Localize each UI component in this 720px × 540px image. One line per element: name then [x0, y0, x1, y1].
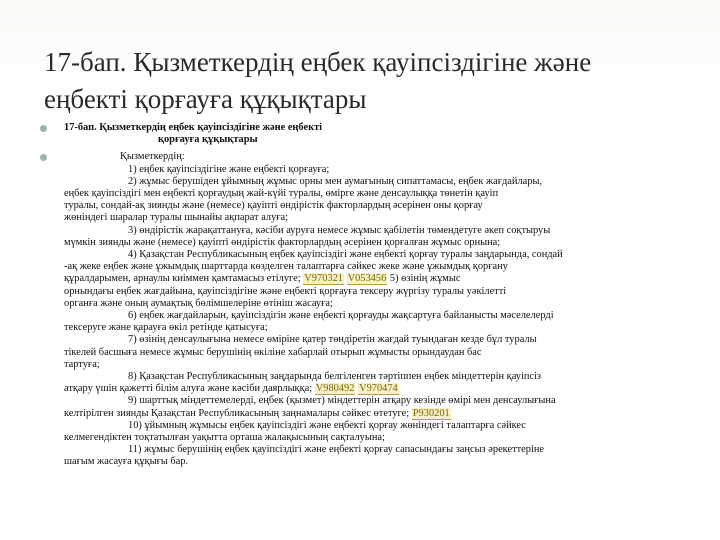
text-line: орнындағы еңбек жағдайына, қауіпсіздігіне және еңбекті қорғауға тексеру жүргізу туралы уәкілетті [64, 285, 507, 297]
text-line: -ақ жеке еңбек және ұжымдық шарттарда көзделген талаптарға сәйкес жеке және ұжымдық қорғану [64, 261, 508, 273]
bullet-item-heading [40, 122, 680, 146]
text-line: шағым жасауға құқығы бар. [64, 456, 189, 468]
reference-link-p930201[interactable]: P930201 [412, 407, 450, 419]
slide-title-line-1: 17-бап. Қызметкердің еңбек қауіпсіздігіне және [44, 47, 592, 77]
text-segment: 5) өзінің жұмыс [389, 273, 461, 285]
text-line: 8) Қазақстан Республикасының заңдарында белгіленген тәртіппен еңбек міндеттерін қауіпсіз [128, 371, 542, 383]
text-line: келмегендіктен тоқтатылған уақытта орташа жалақысының сақталуына; [64, 432, 385, 444]
text-line: 7) өзінің денсаулығына немесе өміріне қатер төндіретін жағдай туындаған кезде бұл туралы [128, 334, 537, 346]
slide-title-line-2: еңбекті қорғауға құқықтары [44, 84, 367, 114]
text-segment: атқару үшін қажетті білім алуға және кәсіби даярлыққа; [64, 383, 313, 395]
text-line: 6) еңбек жағдайларын, қауіпсіздігін және еңбекті қорғауды жақсартуға байланысты мәселелерді [128, 310, 554, 322]
text-line: жөніндегі шаралар туралы шынайы ақпарат алуға; [64, 212, 289, 224]
text-segment: келтірілген зиянды Қазақстан Республикасының заңнамалары сәйкес өтетуге; [64, 407, 410, 419]
text-line: органға және оның аумақтық бөлімшелеріне өтініш жасауға; [64, 297, 333, 309]
text-line: 3) өндірістік жарақаттануға, кәсіби ауруға немесе жұмыс қабілетін төмендетуге әкеп соқтыруы [128, 224, 551, 236]
bullet-heading-line-1: 17-бап. Қызметкердің еңбек қауіпсіздігіне және еңбекті [64, 122, 323, 133]
bullet-list [40, 122, 680, 469]
text-line: Қызметкердің: [120, 151, 185, 163]
reference-link-v970321[interactable]: V970321 [304, 273, 343, 285]
bullet-dot-icon [40, 154, 47, 161]
text-segment: құралдарымен, арнаулы киіммен қамтамасыз етілуге; [64, 273, 301, 285]
text-line: 9) шарттық міндеттемелерді, еңбек (қызмет) міндеттерін атқару кезінде өмірі мен денсаулығына [128, 395, 556, 407]
text-line: 2) жұмыс берушіден ұйымның жұмыс орны мен аумағының сипаттамасы, еңбек жағдайлары, [128, 175, 543, 187]
text-line: еңбек қауіпсіздігі мен еңбекті қорғаудың жай-күйі туралы, өмірге және денсаулыққа төнетін қауіп [64, 188, 499, 200]
text-line: 10) ұйымның жұмысы еңбек қауіпсіздігі және еңбекті қорғау жөніндегі талаптарға сәйкес [128, 419, 526, 431]
text-line [64, 273, 680, 285]
reference-link-v980492[interactable]: V980492 [315, 383, 355, 395]
text-line: туралы, сондай-ақ зиянды және (немесе) қауіпті өндірістік факторлардың әсерінен оны қорғау [64, 200, 483, 212]
text-line [64, 408, 680, 420]
bullet-item-rights [40, 151, 680, 468]
text-line: тексеруге және қарауға өкіл ретінде қатысуға; [64, 322, 268, 334]
text-line: 4) Қазақстан Республикасының еңбек қауіпсіздігі және еңбекті қорғау туралы заңдарында, сондай [128, 249, 563, 261]
slide-title [44, 44, 684, 118]
text-line: 1) еңбек қауіпсіздігіне және еңбекті қорғауға; [128, 163, 330, 175]
text-line: тартуға; [64, 358, 100, 370]
text-line: мүмкін зиянды және (немесе) қауіпті өндірістік факторлардың әсерінен қорғалған жұмыс орнына; [64, 236, 501, 248]
text-line: 11) жұмыс берушінің еңбек қауіпсіздігі және еңбекті қорғау сапасындағы заңсыз әрекеттеріне [128, 444, 545, 456]
reference-link-v970474[interactable]: V970474 [359, 383, 398, 395]
text-line: тікелей басшыға немесе жұмыс берушінің өкіліне хабарлай отырып жұмысты орындаудан бас [64, 346, 482, 358]
reference-link-v053456[interactable]: V053456 [347, 273, 387, 285]
bullet-dot-icon [40, 125, 47, 132]
text-line [64, 383, 680, 395]
bullet-heading-line-2: қорғауға құқықтары [158, 134, 258, 146]
